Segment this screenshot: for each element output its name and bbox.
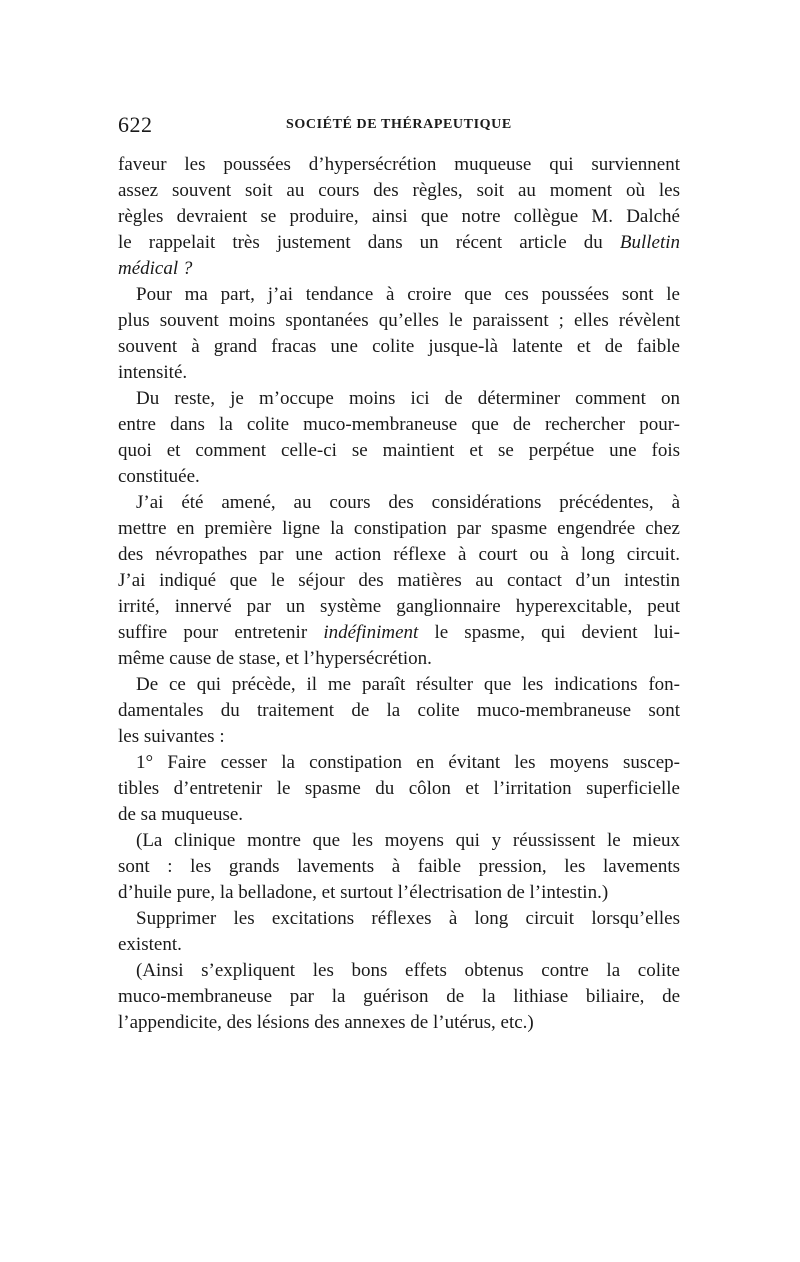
text-line: sont : les grands lavements à faible pression, les lavements	[118, 856, 680, 877]
text-line: existent.	[118, 934, 182, 955]
text-line: irrité, innervé par un système ganglionnaire hyperexcitable, peut	[118, 596, 680, 617]
text-line: constituée.	[118, 466, 200, 487]
text-line: (La clinique montre que les moyens qui y réussissent le mieux	[136, 830, 680, 851]
text-line: Supprimer les excitations réflexes à long circuit lorsqu’elles	[136, 908, 680, 929]
text-line-part: le rappelait très justement dans un récent article du	[118, 232, 603, 253]
text-line: règles devraient se produire, ainsi que notre collègue M. Dalché	[118, 206, 680, 227]
text-line: Du reste, je m’occupe moins ici de déterminer comment on	[136, 388, 680, 409]
text-line: mettre en première ligne la constipation par spasme engendrée chez	[118, 518, 680, 539]
text-line: muco-membraneuse par la guérison de la lithiase biliaire, de	[118, 986, 680, 1007]
text-line: De ce qui précède, il me paraît résulter que les indications fon-	[136, 674, 680, 695]
text-line: J’ai indiqué que le séjour des matières au contact d’un intestin	[118, 570, 680, 591]
text-line: de sa muqueuse.	[118, 804, 244, 825]
text-line: Pour ma part, j’ai tendance à croire que ces poussées sont le	[136, 284, 680, 305]
page-header	[118, 112, 680, 142]
text-line: d’huile pure, la belladone, et surtout l’électrisation de l’intestin.)	[118, 882, 609, 903]
text-line: entre dans la colite muco-membraneuse que de rechercher pour-	[118, 414, 680, 435]
text-line: quoi et comment celle-ci se maintient et se perpétue une fois	[118, 440, 680, 461]
text-line: des névropathes par une action réflexe à court ou à long circuit.	[118, 544, 680, 565]
page-number: 622	[118, 112, 153, 137]
text-line	[118, 620, 680, 646]
text-line: même cause de stase, et l’hypersécrétion.	[118, 648, 432, 669]
text-line: 1° Faire cesser la constipation en évitant les moyens suscep-	[136, 752, 680, 773]
text-line	[118, 256, 680, 282]
text-line: J’ai été amené, au cours des considérations précédentes, à	[136, 492, 680, 513]
text-line: souvent à grand fracas une colite jusque-là latente et de faible	[118, 336, 680, 357]
text-line: plus souvent moins spontanées qu’elles le paraissent ; elles révèlent	[118, 310, 680, 331]
text-line	[118, 230, 680, 256]
italic-medical: médical ?	[118, 258, 193, 279]
text-line-part: suffire pour entretenir	[118, 622, 308, 643]
body-text	[118, 152, 680, 1036]
text-line: les suivantes :	[118, 726, 225, 747]
text-line: tibles d’entretenir le spasme du côlon et l’irritation superficielle	[118, 778, 680, 799]
text-line: l’appendicite, des lésions des annexes de l’utérus, etc.)	[118, 1012, 534, 1033]
running-title: SOCIÉTÉ DE THÉRAPEUTIQUE	[286, 117, 512, 132]
italic-bulletin: Bulletin	[619, 232, 680, 253]
text-line: faveur les poussées d’hypersécrétion muqueuse qui surviennent	[118, 154, 680, 175]
text-line-part: le spasme, qui devient lui-	[434, 622, 681, 643]
text-line: damentales du traitement de la colite muco-membraneuse sont	[118, 700, 680, 721]
text-line: (Ainsi s’expliquent les bons effets obtenus contre la colite	[136, 960, 680, 981]
italic-indefiniment: indéfiniment	[323, 622, 419, 643]
text-line: intensité.	[118, 362, 188, 383]
text-line: assez souvent soit au cours des règles, soit au moment où les	[118, 180, 680, 201]
